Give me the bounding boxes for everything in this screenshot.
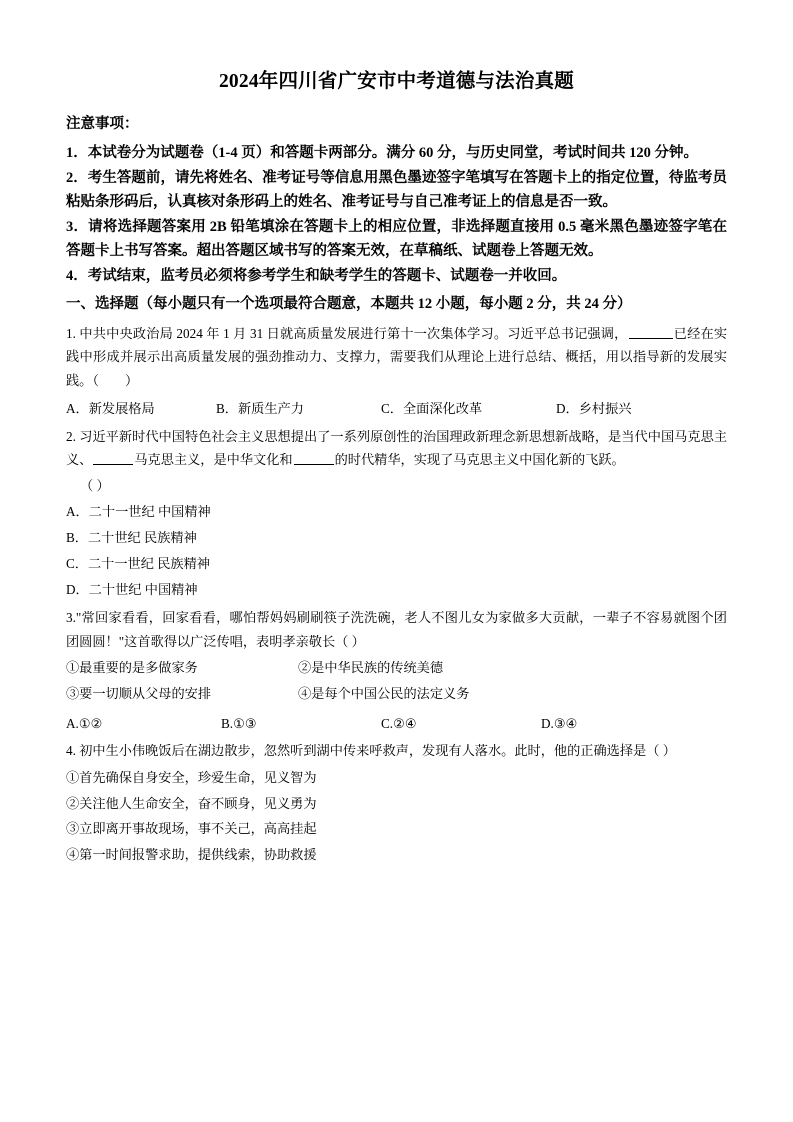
question-4-statement-4: ④第一时间报警求助，提供线索，协助救援	[66, 846, 317, 862]
question-2-option-d[interactable]: D．二十世纪 中国精神	[66, 581, 198, 597]
question-3-option-c[interactable]: C.②④	[381, 715, 417, 731]
question-4-stem-text: 初中生小伟晚饭后在湖边散步，忽然听到湖中传来呼救声，发现有人落水。此时，他的正确选择是（ ）	[79, 743, 676, 759]
notice-item-1: 1．本试卷分为试题卷（1-4 页）和答题卡两部分。满分 60 分，与历史同堂，考试时间共 120 分钟。	[66, 144, 698, 161]
question-1	[66, 322, 727, 421]
question-3-statements-row-2	[66, 681, 727, 707]
question-2-number: 2.	[66, 428, 76, 444]
question-2	[66, 425, 727, 602]
fill-blank	[294, 452, 334, 466]
question-3-statements-row-1	[66, 655, 727, 681]
question-4-number: 4.	[66, 743, 76, 759]
question-1-number: 1.	[66, 325, 76, 341]
page-title: 2024年四川省广安市中考道德与法治真题	[218, 71, 574, 92]
question-4-statement-3: ③立即离开事故现场，事不关己，高高挂起	[66, 821, 317, 837]
question-2-stem-part2: 马克思主义，是中华文化和	[134, 452, 293, 468]
question-3-option-b[interactable]: B.①③	[221, 715, 257, 731]
question-1-stem-part2: 已经在实践中形成并展示出高质量发展的强劲推动力、支撑力，需要我们从理论上进行总结、概括，用以指导新的发展实践。（	[66, 325, 728, 388]
section-heading-choice: 一、选择题（每小题只有一个选项最符合题意，本题共 12 小题，每小题 2 分，共 24 分）	[66, 295, 632, 312]
question-1-option-a[interactable]: A．新发展格局	[66, 401, 155, 417]
fill-blank	[93, 452, 133, 466]
question-4	[66, 739, 727, 867]
question-4-stem	[66, 739, 727, 763]
question-4-statement-1: ①首先确保自身安全，珍爱生命，见义智为	[66, 769, 317, 785]
question-3-statement-3: ③要一切顺从父母的安排	[66, 686, 212, 702]
question-3	[66, 606, 727, 735]
question-2-stem-part3: 的时代精华，实现了马克思主义中国化新的飞跃。	[334, 452, 625, 468]
question-1-options	[66, 397, 727, 421]
question-2-stem	[66, 425, 727, 472]
question-3-statement-4: ④是每个中国公民的法定义务	[298, 686, 470, 702]
question-3-statement-2: ②是中华民族的传统美德	[298, 660, 444, 676]
question-3-number: 3.	[66, 610, 76, 626]
fill-blank	[629, 325, 673, 339]
question-1-option-b[interactable]: B．新质生产力	[216, 401, 304, 417]
question-3-option-a[interactable]: A.①②	[66, 715, 103, 731]
question-2-option-c[interactable]: C．二十一世纪 民族精神	[66, 555, 210, 571]
notice-heading: 注意事项：	[66, 116, 139, 133]
question-1-option-c[interactable]: C．全面深化改革	[381, 401, 483, 417]
question-1-paren-close: ）	[124, 372, 139, 388]
question-2-option-b[interactable]: B．二十世纪 民族精神	[66, 530, 197, 546]
question-3-options	[66, 712, 727, 736]
question-1-stem-part1: 中共中央政治局 2024 年 1 月 31 日就高质量发展进行第十一次集体学习。习近平总书记强调，	[79, 325, 628, 341]
question-3-option-d[interactable]: D.③④	[541, 715, 578, 731]
question-1-stem	[66, 322, 727, 393]
question-3-stem	[66, 606, 727, 653]
notice-item-2: 2．考生答题前，请先将姓名、准考证号等信息用黑色墨迹签字笔填写在答题卡上的指定位置，待监考员粘贴条形码后，认真核对条形码上的姓名、准考证号与自己准考证上的信息是否一致。	[66, 170, 727, 210]
question-3-statement-1: ①最重要的是多做家务	[66, 660, 198, 676]
question-2-option-a[interactable]: A．二十一世纪 中国精神	[66, 504, 211, 520]
notice-item-4: 4．考试结束，监考员必须将参考学生和缺考学生的答题卡、试题卷一并收回。	[66, 268, 567, 285]
notice-item-3: 3．请将选择题答案用 2B 铅笔填涂在答题卡上的相应位置，非选择题直接用 0.5 毫米黑色墨迹签字笔在答题卡上书写答案。超出答题区域书写的答案无效，在草稿纸、试题卷上答题无效。	[66, 219, 727, 259]
question-4-statement-2: ②关注他人生命安全，奋不顾身，见义勇为	[66, 795, 317, 811]
question-1-option-d[interactable]: D．乡村振兴	[556, 401, 632, 417]
question-3-stem-text: "常回家看看，回家看看，哪怕帮妈妈刷刷筷子洗洗碗，老人不图儿女为家做多大贡献，一辈子不容易就图个团团圆圆！"这首歌得以广泛传唱，表明孝亲敬长（ ）	[66, 610, 727, 649]
question-2-answer-paren: （ ）	[80, 477, 110, 493]
question-2-stem-part1: 习近平新时代中国特色社会主义思想提出了一系列原创性的治国理政新理念新思想新战略，是当代中国马克思主义、	[66, 428, 728, 468]
